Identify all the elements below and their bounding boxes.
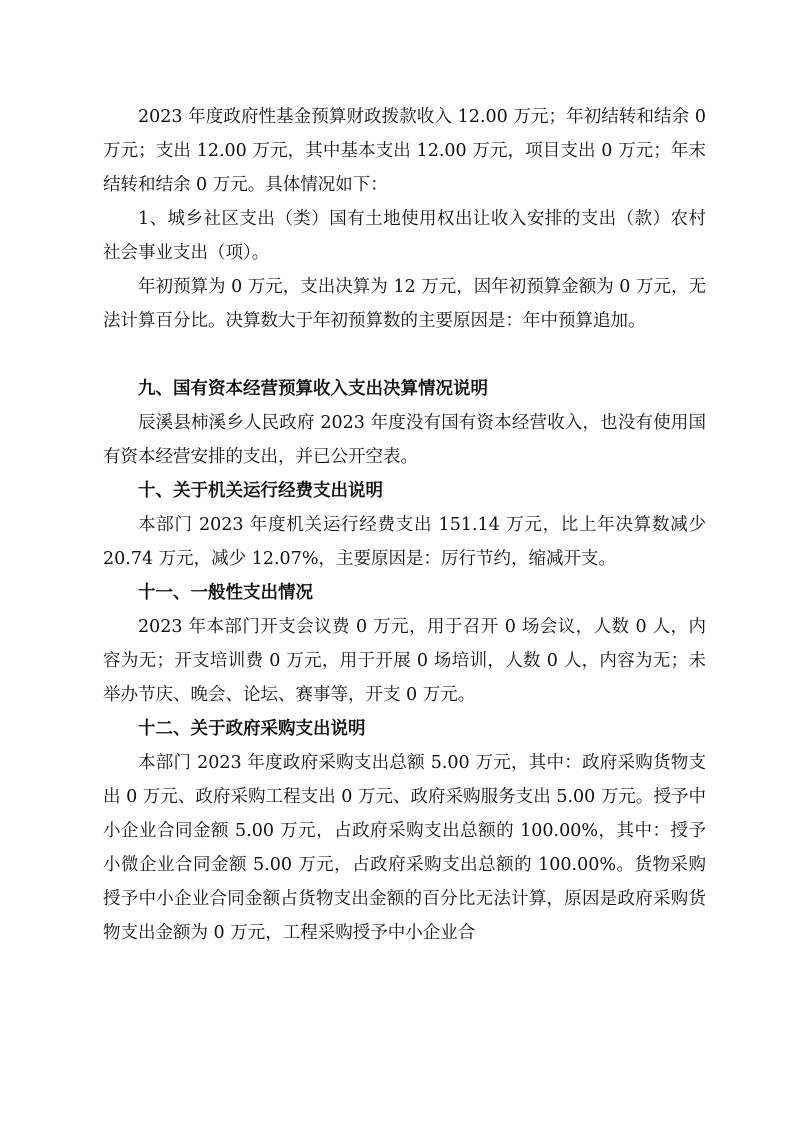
section-heading-10: 十、关于机关运行经费支出说明 [138,481,383,501]
section-body-12: 本部门 2023 年度政府采购支出总额 5.00 万元，其中：政府采购货物支出 0 万元、政府采购工程支出 0 万元、政府采购服务支出 5.00 万元。授予中小企业合同金额 5.00 万元，占政府采购支出总额的 100.00%，其中：授予小微企业合同金额 5.00 万元，占政府采购支出总额的 100.00%。货物采购授予中小企业合同金额占货物支出金额的百分比无法计算，原因是政府采购货物支出金额为 0 万元，工程采购授予中小企业合 [103,753,706,943]
paragraph-urban-rural-expenditure: 1、城乡社区支出（类）国有土地使用权出让收入安排的支出（款）农村社会事业支出（项）。 [103,209,706,263]
section-body-9: 辰溪县柿溪乡人民政府 2023 年度没有国有资本经营收入，也没有使用国有资本经营安排的支出，并已公开空表。 [103,413,706,467]
section-heading-11: 十一、一般性支出情况 [138,583,313,603]
section-heading-12: 十二、关于政府采购支出说明 [138,719,366,739]
paragraph-budget-explanation: 年初预算为 0 万元，支出决算为 12 万元，因年初预算金额为 0 万元，无法计算百分比。决算数大于年初预算数的主要原因是：年中预算追加。 [103,277,706,331]
paragraph-gov-fund-budget: 2023 年度政府性基金预算财政拨款收入 12.00 万元；年初结转和结余 0 万元；支出 12.00 万元，其中基本支出 12.00 万元，项目支出 0 万元；年末结转和结余 0 万元。具体情况如下： [103,107,706,195]
section-body-10: 本部门 2023 年度机关运行经费支出 151.14 万元，比上年决算数减少 20.74 万元，减少 12.07%，主要原因是：厉行节约，缩减开支。 [103,515,706,569]
section-heading-9: 九、国有资本经营预算收入支出决算情况说明 [138,379,488,399]
section-body-11: 2023 年本部门开支会议费 0 万元，用于召开 0 场会议，人数 0 人，内容为无；开支培训费 0 万元，用于开展 0 场培训，人数 0 人，内容为无；未举办节庆、晚会、论坛、赛事等，开支 0 万元。 [103,617,706,705]
section-spacer [103,338,706,372]
